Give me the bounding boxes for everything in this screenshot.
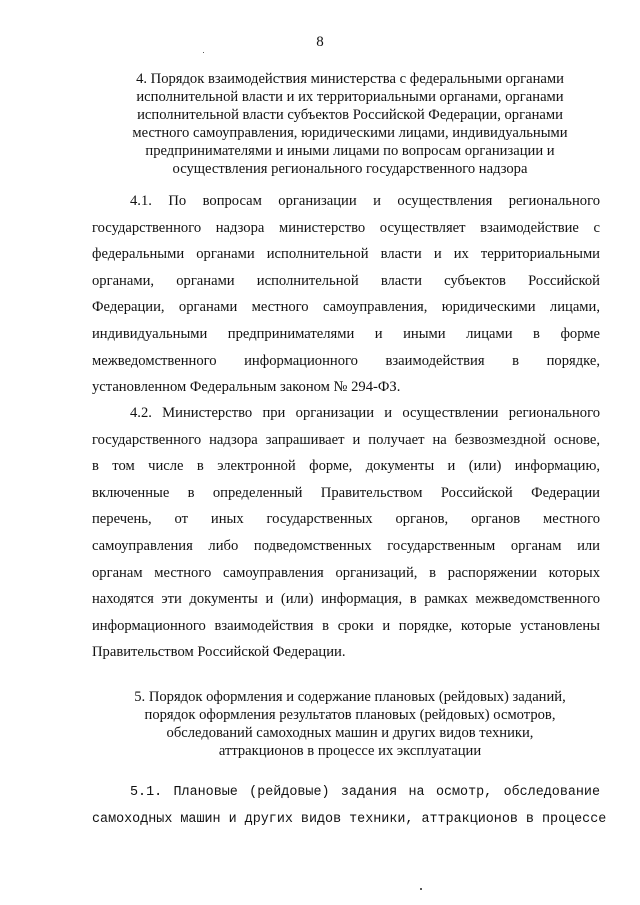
scan-speck bbox=[203, 52, 204, 53]
text-line: в том числе в электронной форме, документы и (или) информацию, bbox=[92, 458, 600, 475]
text-line: самоуправления либо подведомственных государственным органам или bbox=[92, 537, 600, 554]
heading-line: исполнительной власти и их территориальными органами, органами bbox=[136, 89, 564, 105]
text-line: органам местного самоуправления организаций, в распоряжении которых bbox=[92, 564, 600, 581]
text-line: 4.2. Министерство при организации и осуществлении регионального bbox=[130, 405, 600, 421]
text-line: 5.1. Плановые (рейдовые) задания на осмотр, обследование bbox=[130, 785, 600, 800]
text-line: перечень, от иных государственных органов, органов местного bbox=[92, 511, 600, 528]
paragraph-4-1 bbox=[92, 188, 600, 401]
text-line: Правительством Российской Федерации. bbox=[92, 644, 346, 661]
heading-line: предпринимателями и иными лицами по вопросам организации и bbox=[145, 143, 555, 159]
paragraph-4-2 bbox=[92, 400, 600, 666]
text-line: федеральными органами исполнительной власти и их территориальными bbox=[92, 246, 600, 263]
text-line: самоходных машин и других видов техники, аттракционов в процессе bbox=[92, 811, 607, 827]
heading-line: исполнительной власти субъектов Российской Федерации, органами bbox=[137, 107, 563, 123]
section-4-heading bbox=[95, 70, 605, 178]
text-line: находятся эти документы и (или) информация, в рамках межведомственного bbox=[92, 591, 600, 608]
text-line: органами, органами исполнительной власти субъектов Российской bbox=[92, 272, 600, 289]
text-line: информационного взаимодействия в сроки и порядке, которые установлены bbox=[92, 617, 600, 634]
paragraph-5-1 bbox=[92, 780, 607, 833]
heading-line: аттракционов в процессе их эксплуатации bbox=[218, 743, 482, 759]
text-line: 4.1. По вопросам организации и осуществления регионального bbox=[130, 193, 600, 209]
heading-line: обследований самоходных машин и других видов техники, bbox=[166, 725, 534, 741]
heading-line: местного самоуправления, юридическими лицами, индивидуальными bbox=[132, 125, 568, 141]
page-number: 8 bbox=[316, 34, 324, 50]
text-line: установленном Федеральным законом № 294-ФЗ. bbox=[92, 379, 401, 396]
text-line: государственного надзора запрашивает и получает на безвозмездной основе, bbox=[92, 431, 600, 448]
text-line: межведомственного информационного взаимодействия в порядке, bbox=[92, 352, 600, 369]
heading-line: 4. Порядок взаимодействия министерства с федеральными органами bbox=[136, 71, 564, 87]
heading-line: порядок оформления результатов плановых (рейдовых) осмотров, bbox=[144, 707, 556, 723]
scan-speck bbox=[420, 888, 422, 890]
text-line: включенные в определенный Правительством Российской Федерации bbox=[92, 484, 600, 501]
text-line: Федерации, органами местного самоуправления, юридическими лицами, bbox=[92, 299, 600, 316]
heading-line: 5. Порядок оформления и содержание плановых (рейдовых) заданий, bbox=[134, 689, 566, 705]
text-line: индивидуальными предпринимателями и иными лицами в форме bbox=[92, 325, 600, 342]
text-line: государственного надзора министерство осуществляет взаимодействие с bbox=[92, 219, 600, 236]
section-5-heading bbox=[100, 688, 600, 760]
heading-line: осуществления регионального государственного надзора bbox=[172, 161, 528, 177]
